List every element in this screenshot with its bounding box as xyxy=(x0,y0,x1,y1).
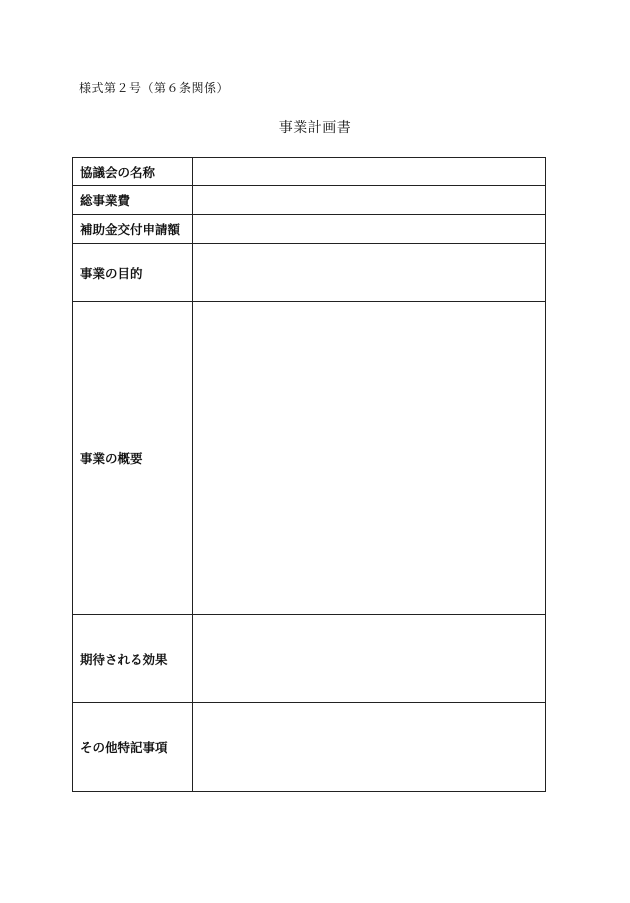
table-row-overview xyxy=(73,302,546,615)
table-row-special-notes xyxy=(73,703,546,792)
field-overview[interactable] xyxy=(193,302,546,615)
table-row-expected-effects xyxy=(73,615,546,703)
field-total-cost[interactable] xyxy=(193,186,546,215)
document-title: 事業計画書 xyxy=(278,120,352,136)
row-label-expected-effects: 期待される効果 xyxy=(73,615,193,703)
business-plan-table xyxy=(72,157,546,792)
table-row-council-name xyxy=(73,158,546,186)
row-label-special-notes: その他特記事項 xyxy=(73,703,193,792)
field-special-notes[interactable] xyxy=(193,703,546,792)
row-label-council-name: 協議会の名称 xyxy=(73,158,193,186)
row-label-subsidy-amount: 補助金交付申請額 xyxy=(73,215,193,244)
row-label-total-cost: 総事業費 xyxy=(73,186,193,215)
field-purpose[interactable] xyxy=(193,244,546,302)
form-number: 様式第２号（第６条関係） xyxy=(79,81,230,95)
field-subsidy-amount[interactable] xyxy=(193,215,546,244)
table-row-subsidy-amount xyxy=(73,215,546,244)
row-label-overview: 事業の概要 xyxy=(73,302,193,615)
field-expected-effects[interactable] xyxy=(193,615,546,703)
table-row-purpose xyxy=(73,244,546,302)
row-label-purpose: 事業の目的 xyxy=(73,244,193,302)
field-council-name[interactable] xyxy=(193,158,546,186)
table-row-total-cost xyxy=(73,186,546,215)
